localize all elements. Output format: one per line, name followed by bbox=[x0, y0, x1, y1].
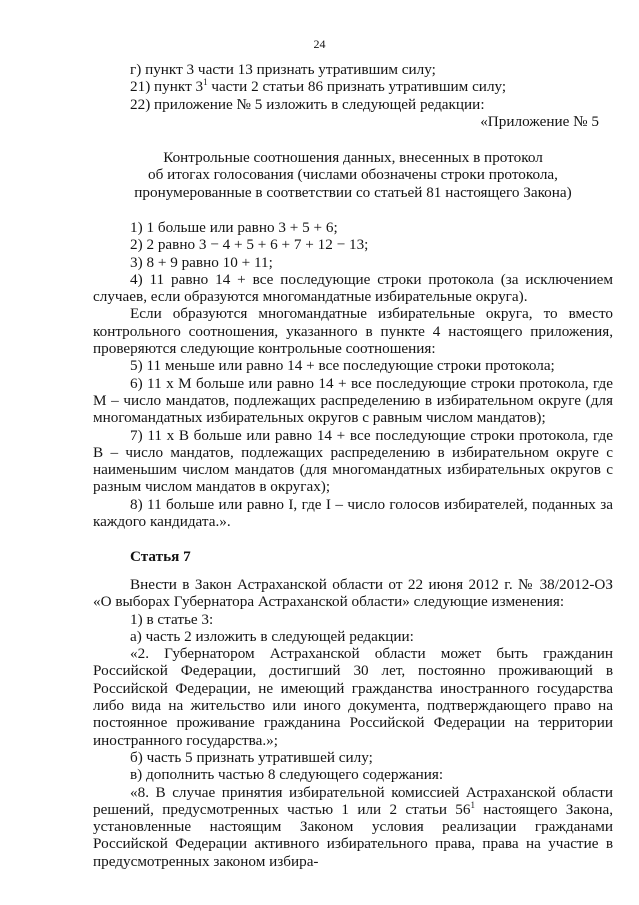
article-heading-block bbox=[93, 548, 613, 565]
page-number: 24 bbox=[313, 37, 326, 51]
control-ratios bbox=[93, 219, 613, 530]
quoted-part-8-text-cont: настоящего Закона, установленные настоящим Законом условия реализации гражданами Российской Федерации активного избирательного права, права на участие в предусмотренных законом избира- bbox=[93, 800, 613, 870]
appendix-label: «Приложение № 5 bbox=[480, 112, 599, 130]
amendment-item-g-text: г) пункт 3 части 13 признать утратившим силу; bbox=[130, 61, 436, 78]
ratio-item: 8) 11 больше или равно I, где I – число голосов избирателей, поданных за каждого кандидата.». bbox=[93, 495, 613, 531]
ratio-item: 2) 2 равно 3 − 4 + 5 + 6 + 7 + 12 − 13; bbox=[130, 236, 369, 254]
amendment-item-22-text: 22) приложение № 5 изложить в следующей редакции: bbox=[130, 95, 485, 113]
appendix-title-line: Контрольные соотношения данных, внесенных в протокол bbox=[163, 149, 543, 166]
article-item-1: 1) в статье 3: bbox=[130, 610, 214, 628]
article-intro: Внести в Закон Астраханской области от 22 июня 2012 г. № 38/2012-ОЗ «О выборах Губернатора Астраханской области» следующие изменения: bbox=[93, 576, 613, 611]
ratio-item: 3) 8 + 9 равно 10 + 11; bbox=[130, 253, 273, 271]
appendix-title bbox=[93, 149, 613, 201]
amendment-item-21-text-cont: части 2 статьи 86 признать утратившим силу; bbox=[207, 78, 507, 96]
amendment-item-g bbox=[93, 61, 613, 78]
ratio-item: 6) 11 x M больше или равно 14 + все последующие строки протокола, где M – число мандатов, подлежащих распределению в избирательном округе (для многомандатных избирательных округов с равным числом мандатов); bbox=[93, 374, 613, 427]
ratio-item: 4) 11 равно 14 + все последующие строки протокола (за исключением случаев, если образуются многомандатные избирательные округа). bbox=[93, 270, 613, 306]
article-item-b: б) часть 5 признать утратившей силу; bbox=[130, 748, 373, 766]
article-item-v: в) дополнить частью 8 следующего содержания: bbox=[130, 766, 444, 784]
ratio-item: 7) 11 x B больше или равно 14 + все последующие строки протокола, где B – число мандатов, подлежащих распределению в избирательном округе с наименьшим числом мандатов (для многомандатных избирательных округов с разным числом мандатов в округах); bbox=[93, 426, 613, 496]
ratio-item: 5) 11 меньше или равно 14 + все последующие строки протокола; bbox=[130, 357, 555, 375]
amendment-item-21 bbox=[93, 78, 613, 95]
article-item-a: а) часть 2 изложить в следующей редакции: bbox=[130, 627, 414, 645]
amendment-item-21-text: 21) пункт 3 bbox=[130, 78, 204, 96]
quoted-part-8-text: «8. В случае принятия избирательной комиссией Астраханской области решений, предусмотренных частью 1 или 2 статьи 56 bbox=[93, 783, 613, 818]
amendment-item-22 bbox=[93, 96, 613, 113]
superscript: 1 bbox=[470, 799, 475, 810]
article-body bbox=[93, 576, 613, 870]
amendment-items bbox=[93, 61, 613, 130]
quoted-part-8 bbox=[93, 784, 613, 870]
article-heading: Статья 7 bbox=[130, 548, 191, 565]
appendix-title-line: пронумерованные в соответствии со статьей 81 настоящего Закона) bbox=[134, 183, 572, 201]
superscript: 1 bbox=[203, 77, 208, 88]
appendix-title-line: об итогах голосования (числами обозначены строки протокола, bbox=[148, 166, 558, 184]
multi-district-intro: Если образуются многомандатные избирательные округа, то вместо контрольного соотношения, указанного в пункте 4 настоящего приложения, проверяются следующие контрольные соотношения: bbox=[93, 305, 613, 358]
quoted-part-2: «2. Губернатором Астраханской области может быть гражданин Российской Федерации, достигший 30 лет, постоянно проживающий в Российской Федерации, не имеющий гражданства иностранного государства либо вида на жительство или иного документа, подтверждающего право на постоянное проживание гражданина Российской Федерации на территории иностранного государства.»; bbox=[93, 645, 613, 749]
ratio-item: 1) 1 больше или равно 3 + 5 + 6; bbox=[130, 219, 338, 236]
